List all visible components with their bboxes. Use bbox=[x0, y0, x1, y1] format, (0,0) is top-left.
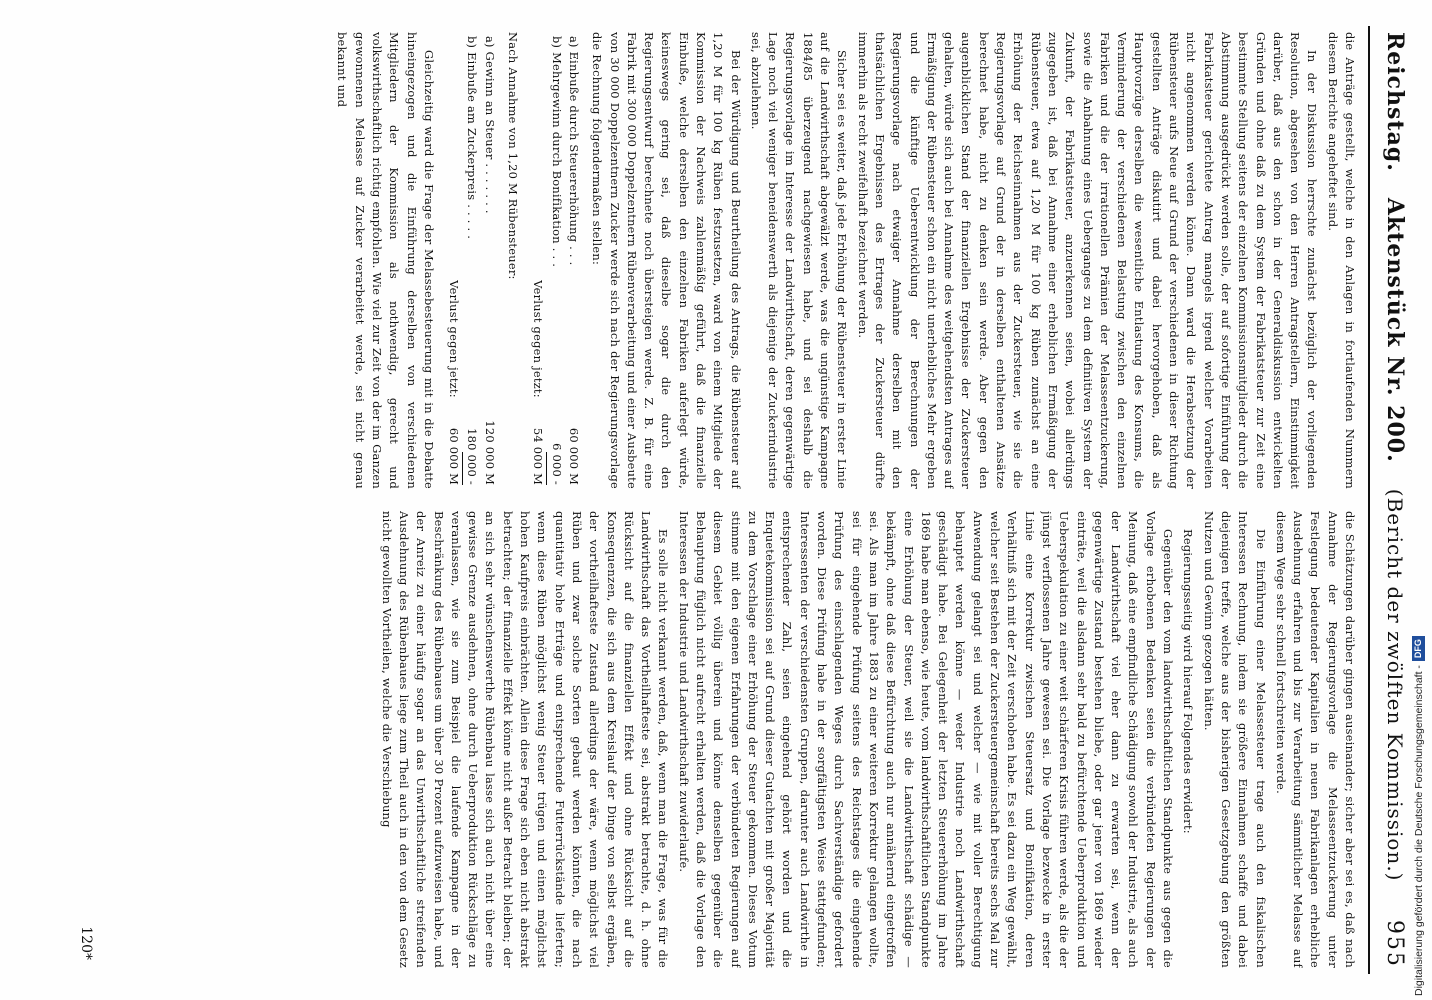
paragraph: Sicher sei es weiter, daß jede Erhöhung der Rübensteuer in erster Linie auf die Landwirthschaft abgewälzt werde, was die ungünstige Kampagne 1884/85 überzeugend nachgewiesen habe, und sei deshalb die Regierungsvorlage im Interesse der Landwirthschaft, deren gegenwärtige Lage noch viel weniger beneidenswerth als diejenige der Zuckerindustrie sei, abzulehnen. bbox=[748, 32, 850, 489]
calc-value: 60 000 M bbox=[566, 427, 581, 485]
calc-label: a) Einbuße durch Steuererhöhung . . . bbox=[566, 36, 581, 266]
digitization-note-text: Digitalisierung gefördert durch die Deutsche Forschungsgemeinschaft - bbox=[1412, 665, 1425, 996]
header-left bbox=[1382, 32, 1408, 881]
calc-total-label: Verlust gegen jetzt: bbox=[447, 280, 462, 398]
report-title: (Bericht der zwölften Kommission.) bbox=[1383, 488, 1407, 882]
document-number: Aktenstück Nr. 200. bbox=[1382, 197, 1408, 463]
dfg-logo: DFG bbox=[1412, 636, 1425, 661]
paragraph: die Schätzungen darüber gingen auseinander; sicher aber sei es, daß nach Annahme der Regierungsvorlage die Melasseentzuckerung unter Festlegung bedeutender Kapitalien in neuen Fabrikanlagen erhebliche Ausdehnung erfahren und bis zur Verarbeitung sämmtlicher Melasse auf diesem Wege sehr schnell fortschreiten werde. bbox=[1273, 511, 1357, 968]
paragraph: Bei der Würdigung und Beurtheilung des Antrags, die Rübensteuer auf 1,20 M für 100 kg Rüben festzusetzen, ward von einem Mitgliede der Kommission der Nachweis zahlenmäßig geführt, daß die finanzielle Einbuße, welche derselben den einzelnen Fabriken auferlegt würde, keineswegs gering sei, daß dieselbe sogar die durch den Regierungsentwurf berechnete noch übersteigen werde. Z. B. für eine Fabrik mit 300 000 Doppelzentnern Rübenverarbeitung und einer Ausbeute von 30 000 Doppelzentnern Zucker werde sich nach der Regierungsvorlage die Rechnung folgendermaßen stellen: bbox=[590, 32, 743, 489]
calc-label: a) Gewinn an Steuer . . . . . . . bbox=[482, 36, 497, 214]
calc-value: 6 000 - bbox=[549, 443, 564, 485]
calc-label: b) Einbuße am Zuckerpreis . . . . . bbox=[465, 36, 480, 240]
calculation-block-rübensteuer bbox=[445, 32, 498, 489]
digitization-note bbox=[1412, 2, 1425, 996]
left-column bbox=[58, 32, 1358, 489]
calc-row bbox=[463, 32, 480, 489]
paragraph: Gegenüber den vom landwirthschaftlichen Standpunkte aus gegen die Vorlage erhobenen Bedenken seien die verbündeten Regierungen der Meinung, daß eine empfindliche Schädigung sowohl der Industrie, als auch der Landwirthschaft viel eher dann zu erwarten sei, wenn der gegenwärtige Zustand bestehen bliebe, oder gar jener von 1869 wieder einträte, weil die alsdann sehr bald zu befürchtende Ueberproduktion und Ueberspekulation zu einer weit schärferen Krisis führen werde, als die der jüngst verflossenen Jahre gewesen sei. Die Vorlage bezwecke in erster Linie eine Korrektur zwischen Steuersatz und Bonifikation, deren Verhältniß sich mit der Zeit verschoben habe. Es sei dazu ein Weg gewählt, welcher seit Bestehen der Zuckersteuergemeinschaft bereits sechs Mal zur Anwendung gelangt sei und welcher — wie mit voller Berechtigung behauptet werden könne — weder Industrie noch Landwirthschaft geschädigt habe. Bei Gelegenheit der letzten Steuererhöhung im Jahre 1869 habe man ebenso, wie heute, vom landwirthschaftlichen Standpunkte eine Erhöhung der Steuer, weil sie die Landwirthschaft schädige — bekämpft, ohne daß diese Befürchtung auch nur annähernd eingetroffen sei. Als man im Jahre 1883 zu einer weiteren Korrektur gelangen wollte, sei für eingehende Prüfung seitens des Reichstages die eingehende Prüfung des einschlagenden Weges durch Sachverständige gefordert worden. Diese Prüfung habe in der sorgfältigsten Weise stattgefunden; Interessenten der verschiedensten Gruppen, darunter auch Landwirthe in entsprechender Zahl, seien eingehend gehört worden und die Enquetekommission sei auf Grund dieser Gutachten mit großer Majorität zu dem Vorschlage einer Erhöhung der Steuer gekommen. Dieses Votum stimme mit den eigenen Erfahrungen der verbündeten Regierungen auf diesem Gebiet völlig überein und könne denselben gegenüber die Behauptung füglich nicht aufrecht erhalten werden, daß die Vorlage den Interessen der Industrie und Landwirthschaft zuwiderlaufe. bbox=[676, 511, 1176, 968]
page-number: 955 bbox=[1382, 920, 1407, 968]
paragraph: Die Einführung einer Melassesteuer trage auch den fiskalischen Interessen Rechnung, indem sie größere Einnahmen schaffe und dabei diejenigen treffe, welche aus der bisherigen Gesetzgebung den größten Nutzen und Gewinn gezogen hätten. bbox=[1201, 511, 1268, 968]
calc-row bbox=[565, 32, 582, 489]
calc-row bbox=[480, 32, 497, 489]
paragraph: Gleichzeitig ward die Frage der Melassebesteuerung mit in die Debatte hineingezogen und die Einführung derselben von verschiedenen Mitgliedern der Kommission als nothwendig, gerecht und volkswirthschaftlich richtig empfohlen. Wie viel zur Zeit von der im Ganzen gewonnenen Melasse auf Zucker verarbeitet werde, sei nicht genau bekannt und bbox=[335, 32, 436, 489]
signature-mark: 120* bbox=[78, 926, 94, 960]
calc-label: b) Mehrgewinn durch Bonifikation . . . bbox=[549, 36, 564, 268]
calc-heading: Nach Annahme von 1,20 M Rübensteuer: bbox=[506, 32, 521, 280]
calc-value: 180 000 - bbox=[465, 428, 480, 485]
paragraph: In der Diskussion herrschte zunächst bezüglich der vorliegenden Resolution, abgesehen von den Herren Antragstellern, Einstimmigkeit darüber, daß aus den schon in der Generaldiskussion entwickelten Gründen und ohne daß zu dem System der Fabrikatsteuer zur Zeit eine bestimmte Stellung seitens der einzelnen Kommissionsmitglieder durch die Abstimmung ausgedrückt werden solle, der auf sofortige Einführung der Fabrikatsteuer gerichtete Antrag mangels irgend welcher Vorarbeiten nicht angenommen werden könne. Dann ward die Herabsetzung der Rübensteuer aufs Neue auf Grund der verschiedenen in dieser Richtung gestellten Anträge diskutirt und dabei hervorgehoben, daß als Hauptvorzüge derselben die wesentliche Entlastung des Konsums, die Verminderung der verschiedenen Belastung zwischen den einzelnen Fabriken und die der irrationellen Prämien der Melasseentzuckerung, sowie die Anbahnung eines Ueberganges zu dem definitiven System der Zukunft, der Fabrikatsteuer, anzuerkennen seien, wobei allerdings zugegeben ist, daß bei Annahme einer erheblichen Ermäßigung der Rübensteuer, etwa auf 1,20 M für 100 kg Rüben zunächst an eine Erhöhung der Reichseinnahmen aus der Zuckersteuer, wie sie die Regierungsvorlage auf Grund der in derselben enthaltenen Ansätze berechnet habe, nicht zu denken sein werde. Aber gegen den augenblicklichen Stand der finanziellen Ergebnisse der Zuckersteuer gehalten, würde sich auch bei Annahme des weitgehendsten Antrages auf Ermäßigung der Rübensteuer schon ein nicht unerhebliches Mehr ergeben und die künftige Ueberentwicklung der Berechnungen der Regierungsvorlage nach etwaiger Annahme derselben mit den thatsächlichen Ergebnissen des Ertrages der Zuckersteuer dürfte immerhin als recht zweifelhaft bezeichnet werden. bbox=[855, 32, 1320, 489]
calc-row bbox=[547, 32, 564, 489]
parliament-title: Reichstag. bbox=[1382, 32, 1408, 172]
calc-total-value: 54 000 M bbox=[531, 427, 546, 485]
page-header bbox=[1368, 26, 1408, 974]
calc-total-label: Verlust gegen jetzt: bbox=[531, 280, 546, 398]
calc-total bbox=[445, 32, 462, 489]
paragraph: Es solle nicht verkannt werden, daß, wenn man die Frage, was für die Landwirthschaft das Vortheilhafteste sei, abstrakt betrachte, d. h. ohne Rücksicht auf die finanziellen Effekt und ohne Rücksicht auf die Konsequenzen, die sich aus dem Kreislauf der Dinge von selbst ergäben, der vortheilhafteste Zustand allerdings der wäre, wenn möglichst viel Rüben und zwar solche Sorten gebaut werden könnten, die nach quantitativ hohe Erträge und entsprechende Futterrückstände lieferten; wenn diese Rüben möglichst wenig Steuer trügen und einen möglichst hohen Kaufpreis einbrächten. Allein diese Frage sich eben nicht abstrakt betrachten; der finanzielle Effekt könne nicht außer Betracht bleiben; der an sich sehr wünschenswerthe Rübenbau lasse sich auch nicht über eine gewisse Grenze ausdehnen, ohne durch Ueberproduktion Rückschläge zu veranlassen, wie sie zum Beispiel die laufende Kampagne in der Beschränkung des Rübenbaues um über 30 Prozent aufzuweisen habe, und der Anreiz zu einer häufig sogar an das Unwirthschaftliche streifenden Ausdehnung des Rübenbaues liege zum Theil auch in den von dem Gesetz nicht gewollten Vortheilen, welche die Verschiebung bbox=[379, 511, 671, 968]
calc-total-value: 60 000 M bbox=[447, 427, 462, 485]
right-column bbox=[58, 511, 1358, 968]
calculation-block-regierungsvorlage bbox=[529, 32, 582, 489]
paragraph: die Anträge gestellt, welche in den Anlagen in fortlaufenden Nummern diesem Berichte angeheftet sind. bbox=[1325, 32, 1357, 489]
calc-total bbox=[529, 32, 546, 489]
text-columns bbox=[58, 26, 1368, 974]
calc-value: 120 000 M bbox=[482, 420, 497, 485]
paragraph: Regierungsseitig wird hierauf Folgendes erwidert: bbox=[1181, 529, 1196, 834]
